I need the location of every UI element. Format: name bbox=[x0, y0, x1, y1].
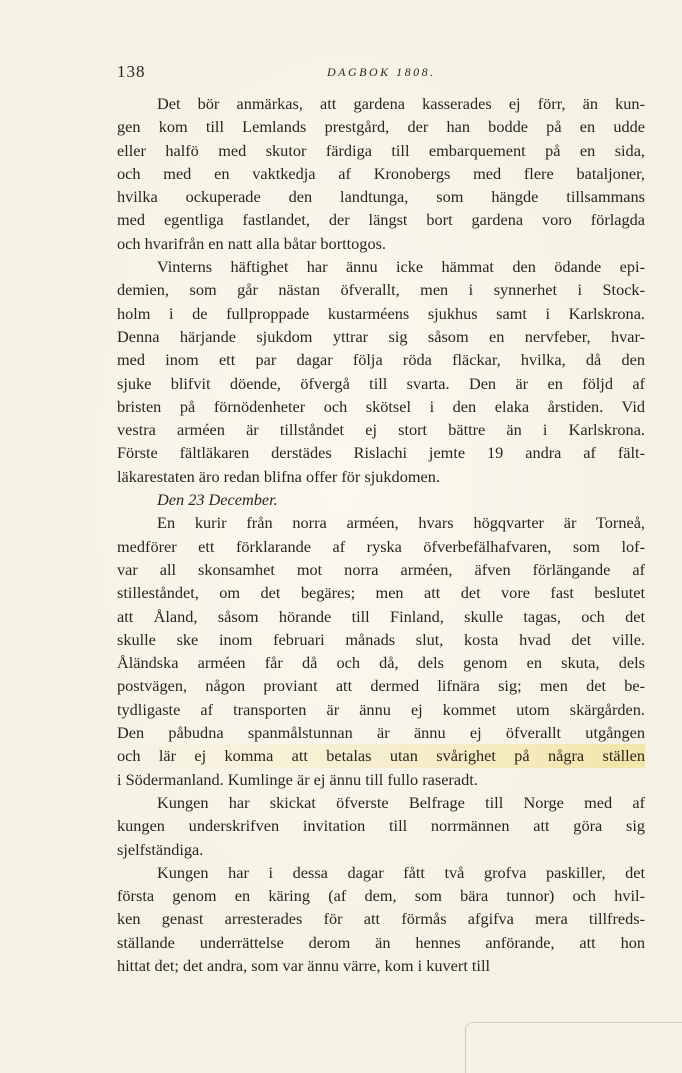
text-line: demien, som går nästan öfverallt, men i synnerhet i Stock- bbox=[117, 280, 645, 300]
text-line: En kurir från norra arméen, hvars högqvarter är Torneå, bbox=[157, 513, 645, 533]
page-corner-mark bbox=[465, 1022, 682, 1073]
text-line: stilleståndet, om det begäres; men att det vore fast beslutet bbox=[117, 583, 645, 603]
page-number: 138 bbox=[117, 62, 146, 81]
page-header bbox=[117, 62, 645, 84]
text-line: och med en vaktkedja af Kronobergs med flere bataljoner, bbox=[117, 163, 645, 183]
text-line: ställande underrättelse derom än hennes anförande, att hon bbox=[117, 932, 645, 952]
paragraph bbox=[117, 861, 645, 977]
text-line: Förste fältläkaren derstädes Rislachi jemte 19 andra af fält- bbox=[117, 443, 645, 463]
text-line: gen kom till Lemlands prestgård, der han bodde på en udde bbox=[117, 117, 645, 137]
text-line: Det bör anmärkas, att gardena kasserades ej förr, än kun- bbox=[157, 94, 645, 113]
paragraph bbox=[117, 92, 645, 255]
text-line: postvägen, någon proviant att dermed lifnära sig; men det be- bbox=[117, 676, 645, 696]
text-line: bristen på förnödenheter och skötsel i den elaka årstiden. Vid bbox=[117, 396, 645, 416]
text-line: läkarestaten äro redan blifna offer för sjukdomen. bbox=[117, 466, 440, 486]
text-line: sjuke blifvit döende, öfvergå till svarta. Den är en följd af bbox=[117, 373, 645, 393]
text-line: skulle ske inom februari månads slut, kosta hvad det ville. bbox=[117, 629, 645, 649]
text-line: vestra arméen är tillståndet ej stort bättre än i Karlskrona. bbox=[117, 420, 645, 440]
text-line: Vinterns häftighet har ännu icke hämmat den ödande epi- bbox=[157, 257, 645, 277]
paragraph bbox=[117, 511, 645, 791]
paragraph bbox=[117, 488, 645, 511]
body-text bbox=[117, 92, 645, 977]
text-line: holm i de fullproppade kustarméens sjukhus samt i Karlskrona. bbox=[117, 303, 645, 323]
text-line: i Södermanland. Kumlinge är ej ännu till fullo raseradt. bbox=[117, 769, 478, 789]
text-line: Kungen har i dessa dagar fått två grofva paskiller, det bbox=[157, 862, 645, 882]
text-line: att Åland, såsom hörande till Finland, skulle tagas, och det bbox=[117, 606, 645, 626]
text-line: och hvarifrån en natt alla båtar borttogos. bbox=[117, 233, 386, 253]
text-line: Kungen har skickat öfverste Belfrage till Norge med af bbox=[157, 792, 645, 812]
text-line: med egentliga fastlandet, der längst bort gardena voro förlagda bbox=[117, 210, 645, 230]
paragraph bbox=[117, 255, 645, 488]
running-title: DAGBOK 1808. bbox=[327, 65, 436, 79]
text-line: och lär ej komma att betalas utan svårighet på några ställen bbox=[117, 744, 645, 767]
text-line: hvilka ockuperade den landtunga, som hängde tillsammans bbox=[117, 187, 645, 207]
text-line: eller halfö med skutor färdiga till embarquement på en sida, bbox=[117, 140, 645, 160]
text-line: var all skonsamhet mot norra arméen, äfven förlängande af bbox=[117, 559, 645, 579]
text-line: Åländska arméen får då och då, dels genom en skuta, dels bbox=[117, 653, 645, 673]
paragraph bbox=[117, 791, 645, 861]
text-line: hittat det; det andra, som var ännu värre, kom i kuvert till bbox=[117, 955, 491, 975]
text-line: kungen underskrifven invitation till norrmännen att göra sig bbox=[117, 816, 645, 836]
text-line: med inom ett par dagar följa röda fläckar, hvilka, då den bbox=[117, 350, 645, 370]
text-line: Den 23 December. bbox=[157, 490, 278, 510]
text-line: Denna härjande sjukdom yttrar sig såsom en nervfeber, hvar- bbox=[117, 326, 645, 346]
text-line: Den påbudna spanmålstunnan är ännu ej öfverallt utgången bbox=[117, 723, 645, 743]
text-line: ken genast arresterades för att förmås afgifva mera tillfreds- bbox=[117, 909, 645, 929]
text-line: medförer ett förklarande af ryska öfverbefälhafvaren, som lof- bbox=[117, 536, 645, 556]
text-line: tydligaste af transporten är ännu ej kommet utom skärgården. bbox=[117, 699, 645, 719]
text-line: sjelfständiga. bbox=[117, 839, 204, 859]
text-line: första genom en käring (af dem, som bära tunnor) och hvil- bbox=[117, 886, 645, 906]
